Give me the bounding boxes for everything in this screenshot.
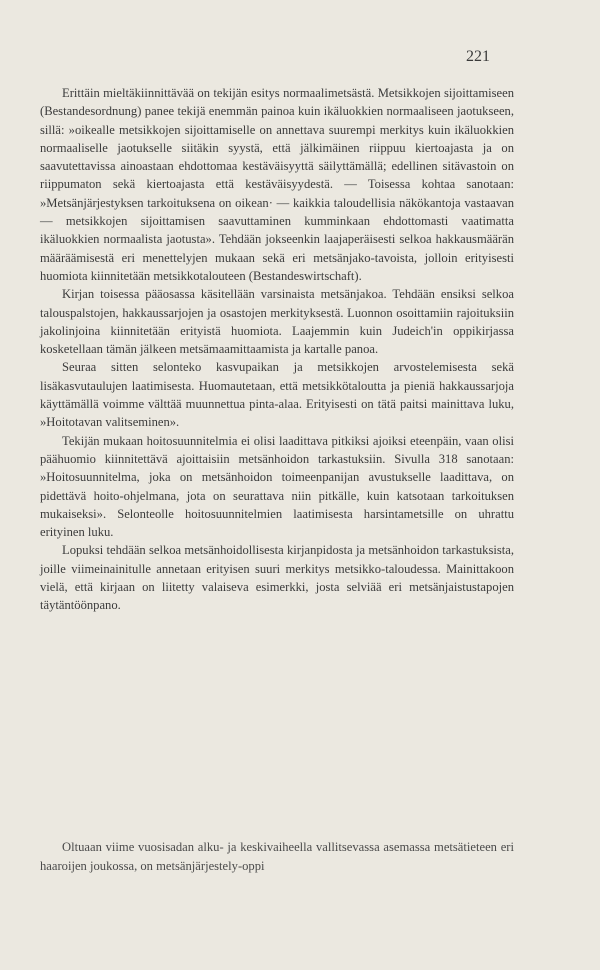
next-section [40, 838, 514, 876]
page-number: 221 [466, 48, 490, 65]
paragraph-bookkeeping: Lopuksi tehdään selkoa metsänhoidollisesta kirjanpidosta ja metsänhoidon tarkastuksista, joille viimeinainitulle annetaan erityisen suuri merkitys metsikko-taloudessa. Mainittakoon vielä, että kirjaan on liitetty valaiseva esimerkki, josta selviää eri metsänjaistustapojen täytäntöönpano. [40, 543, 514, 613]
paragraph-site-assessment: Seuraa sitten selonteko kasvupaikan ja metsikkojen arvostelemisesta sekä lisäkasvutaulujen laatimisesta. Huomautetaan, että metsikkötaloutta ja pieniä hakkaussarjoja käyttämällä voimme välttää muunnettua pinta-alaa. Erityisesti on tätä paitsi mainittava luku, »Hoitotavan valitseminen». [40, 360, 514, 430]
paragraph-management-plans: Tekijän mukaan hoitosuunnitelmia ei olisi laadittava pitkiksi ajoiksi eteenpäin, vaan olisi päähuomio kiinnitettävä ajoittaisiin metsänhoidon tarkastuksiin. Sivulla 318 sanotaan: »Hoitosuunnitelma, joka on metsänhoidon toimeenpanijan avustukselle laadittava, on pidettävä hoito-ohjelmana, jota on seurattava niin pitkälle, kuin katsotaan tarkoituksen mukaiseksi». Selonteolle hoitosuunnitelmien laatimisesta harsintametsille on uhrattu erityinen luku. [40, 433, 514, 540]
next-section-opening: Oltuaan viime vuosisadan alku- ja keskivaiheella vallitsevassa asemassa metsätieteen eri haaroijen joukossa, on metsänjärjestely-oppi [40, 840, 514, 873]
paragraph-forest-division: Kirjan toisessa pääosassa käsitellään varsinaista metsänjakoa. Tehdään ensiksi selkoa talouspalstojen, hakkaussarjojen ja osastojen merkityksestä. Luonnon osoittamiin rajoituksiin jakolinjoina kiinnitetään erityistä huomiota. Laajemmin kuin Judeich'in oppikirjassa kosketellaan tämän jälkeen metsämaamittaamista ja kartalle panoa. [40, 287, 514, 357]
paragraph-normal-forest: Erittäin mieltäkiinnittävää on tekijän esitys normaalimetsästä. Metsikkojen sijoittamiseen (Bestandesordnung) panee tekijä enemmän painoa kuin ikäluokkien normaaliseen jaotukseen, sillä: »oikealle metsikkojen sijoittamiselle on annettava suurempi merkitys kuin ikäluokkien normaaliselle jaotukselle siitäkin syystä, että jälkimäinen riippuu kiertoajasta ja on saavutettavissa ainoastaan ehdottomaa kestäväisyyttä säilyttämällä; edellinen sitävastoin on riippumaton sekä kiertoajasta että kestäväisyydestä. — Toisessa kohtaa sanotaan: »Metsänjärjestyksen tarkoituksena on oikean· — kaikkia taloudellisia näkökantoja vastaavan — metsikkojen sijoittamisen saavuttaminen kumminkaan ehdottomasti vaatimatta ikäluokkien normaalista jaotusta». Tehdään jokseenkin laajaperäisesti selkoa hakkausmäärän määräämisestä eri menettelyjen mukaan sekä eri metsänjako-tavoista, jolloin erityisesti huomiota kiinnitetään metsikkotalouteen (Bestandeswirtschaft). [40, 86, 514, 283]
review-text [40, 84, 514, 615]
